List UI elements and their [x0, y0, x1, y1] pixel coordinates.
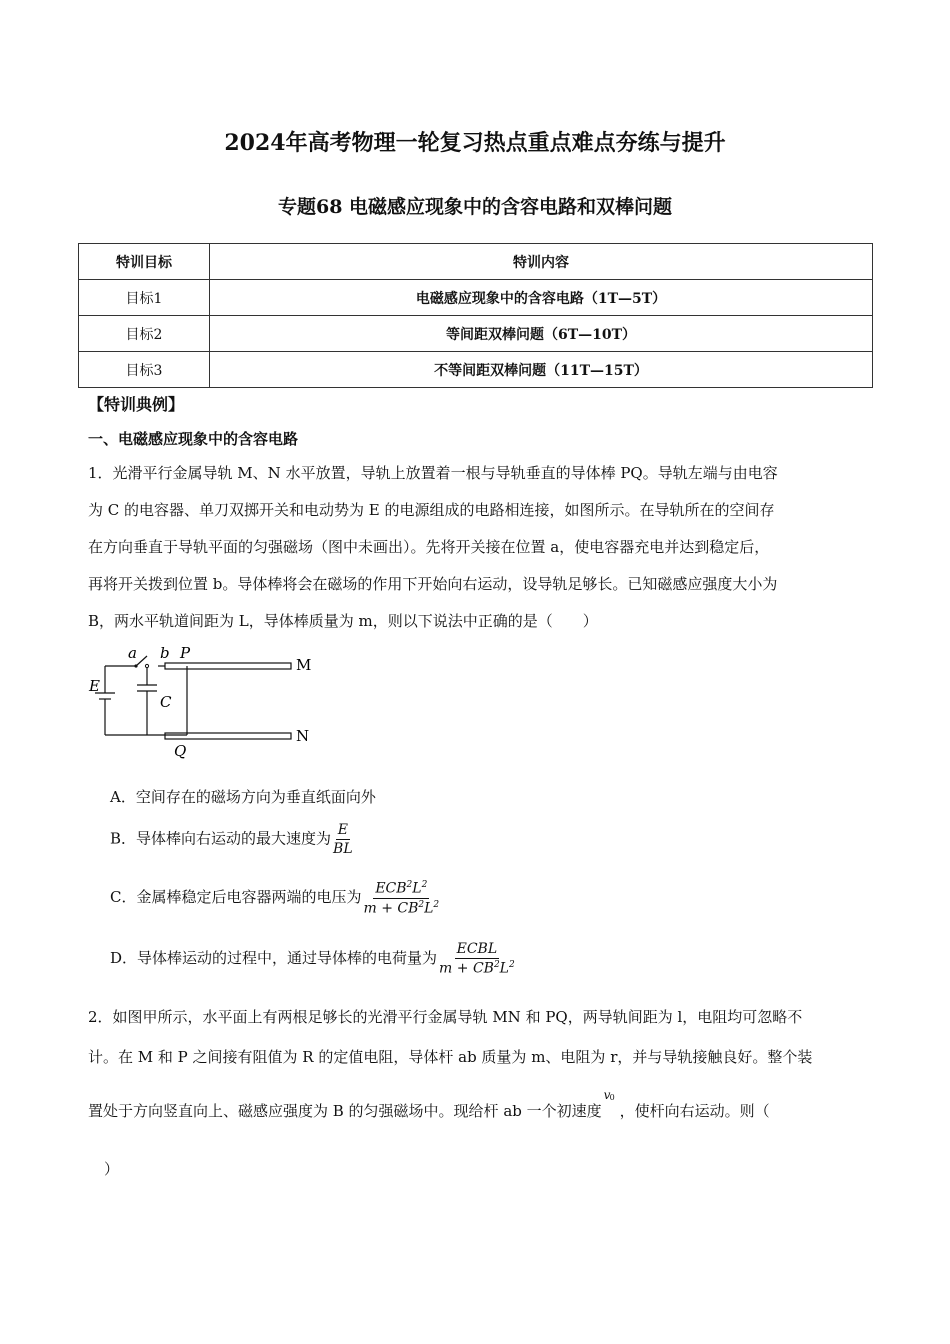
option-c-fraction: [363, 880, 439, 916]
table-cell: 不等间距双棒问题（11T—15T）: [210, 352, 873, 388]
v0-sub: 0: [609, 1093, 615, 1102]
label-b: b: [160, 644, 170, 662]
table-cell: 目标3: [79, 352, 210, 388]
option-d-fraction: [439, 941, 515, 977]
switch-pivot: [134, 664, 137, 667]
table-cell: 电磁感应现象中的含容电路（1T—5T）: [210, 280, 873, 316]
q2-line3-text-a: 置处于方向竖直向上、磁感应强度为 B 的匀强磁场中。现给杆 ab 一个初速度: [88, 1102, 602, 1120]
q2-line: 计。在 M 和 P 之间接有阻值为 R 的定值电阻，导体杆 ab 质量为 m、电阻为 r，并与导轨接触良好。整个装: [88, 1048, 813, 1066]
option-b[interactable]: [110, 822, 353, 857]
label-a: a: [128, 644, 137, 662]
option-c[interactable]: [110, 880, 439, 916]
table-header-row: [79, 244, 873, 280]
label-n: N: [296, 727, 310, 745]
v0-v: v: [603, 1088, 611, 1102]
q1-line: B，两水平轨道间距为 L，导体棒质量为 m，则以下说法中正确的是（ ）: [88, 612, 598, 630]
option-b-fraction: [333, 822, 353, 857]
document-title: 2024年高考物理一轮复习热点重点难点夯练与提升: [224, 130, 726, 156]
table-row: [79, 280, 873, 316]
option-b-text: B．导体棒向右运动的最大速度为: [110, 829, 332, 848]
table-row: [79, 316, 873, 352]
table-header-cell: 特训目标: [79, 244, 210, 280]
targets-table: [78, 243, 873, 388]
label-e: E: [89, 677, 100, 695]
fraction-numerator: $ECB^2L^2$: [375, 880, 428, 897]
q2-line3: [88, 1088, 868, 1121]
option-d-text: D．导体棒运动的过程中，通过导体棒的电荷量为: [110, 948, 438, 967]
q2-line3-text-b: ，使杆向右运动。则（: [619, 1102, 770, 1120]
table-row: [79, 352, 873, 388]
table-cell: 目标2: [79, 316, 210, 352]
q1-line: 在方向垂直于导轨平面的匀强磁场（图中未画出）。先将开关接在位置 a，使电容器充电并达到稳定后，: [88, 538, 770, 556]
v0-symbol: [602, 1088, 620, 1116]
table-header-cell: 特训内容: [210, 244, 873, 280]
option-d[interactable]: [110, 941, 515, 977]
table-cell: 目标1: [79, 280, 210, 316]
fraction-numerator: ECBL: [456, 941, 498, 957]
question-2-text: [88, 997, 868, 1077]
switch-terminal-b: [145, 664, 148, 667]
q2-line: 2．如图甲所示，水平面上有两根足够长的光滑平行金属导轨 MN 和 PQ，两导轨间距为 l，电阻均可忽略不: [88, 1008, 803, 1026]
label-m: M: [296, 656, 312, 674]
q1-line: 1．光滑平行金属导轨 M、N 水平放置，导轨上放置着一根与导轨垂直的导体棒 PQ。导轨左端与由电容: [88, 464, 778, 482]
label-p: P: [180, 644, 191, 662]
q1-line: 为 C 的电容器、单刀双掷开关和电动势为 E 的电源组成的电路相连接，如图所示。在导轨所在的空间存: [88, 501, 775, 519]
section-heading: 【特训典例】: [88, 395, 185, 414]
fraction-denominator: $m + CB^2L^2$: [363, 899, 440, 917]
document-subtitle: 专题68 电磁感应现象中的含容电路和双棒问题: [277, 196, 673, 218]
fraction-numerator: E: [337, 822, 348, 838]
question-1-text: [88, 455, 868, 640]
fraction-denominator: $m + CB^2L^2$: [439, 960, 515, 977]
subsection-heading: 一、电磁感应现象中的含容电路: [88, 430, 299, 448]
fraction-denominator: BL: [333, 841, 353, 857]
label-c: C: [160, 693, 172, 711]
option-c-text: C．金属棒稳定后电容器两端的电压为: [110, 888, 362, 907]
label-q: Q: [174, 742, 187, 760]
table-cell: 等间距双棒问题（6T—10T）: [210, 316, 873, 352]
option-a[interactable]: A．空间存在的磁场方向为垂直纸面向外: [110, 788, 376, 806]
q2-line4: ）: [104, 1160, 120, 1178]
q1-line: 再将开关拨到位置 b。导体棒将会在磁场的作用下开始向右运动，设导轨足够长。已知磁感应强度大小为: [88, 575, 778, 593]
circuit-diagram: [80, 640, 340, 760]
